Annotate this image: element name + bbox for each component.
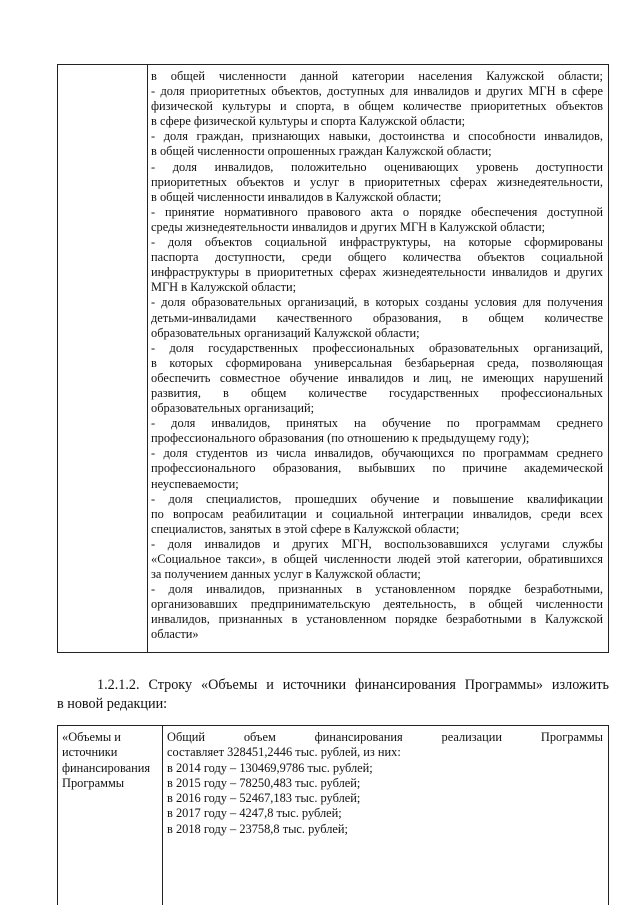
amendment-line-2: в новой редакции: (57, 696, 168, 712)
indicator-line: инфраструктуры в приоритетных сферах жизнедеятельности инвалидов и других (151, 265, 603, 280)
indicator-line: физической культуры и спорта, в общем количестве приоритетных объектов (151, 99, 603, 114)
indicator-line: «Социальное такси», в общей численности людей этой категории, обратившихся (151, 552, 603, 566)
indicator-line: по вопросам реабилитации и социальной интеграции инвалидов, среди всех (151, 506, 603, 521)
financing-total-line: Общий объем финансирования реализации Программы (167, 730, 603, 744)
indicator-line: - доля инвалидов, признанных в установленном порядке безработными, (151, 582, 603, 597)
indicators-table (57, 64, 609, 653)
indicator-line: - доля инвалидов, принятых на обучение по программам среднего (151, 416, 603, 431)
indicator-line: за получением данных услуг в Калужской области; (151, 567, 421, 582)
indicator-line: - доля приоритетных объектов, доступных для инвалидов и других МГН в сфере (151, 84, 603, 99)
indicator-line: среды жизнедеятельности инвалидов и других МГН в Калужской области; (151, 219, 546, 234)
indicator-line: - доля специалистов, прошедших обучение и повышение квалификации (151, 491, 603, 506)
indicator-line: специалистов, занятых в этой сфере в Калужской области; (151, 521, 460, 536)
indicator-line: - доля объектов социальной инфраструктуры, на которые сформированы (151, 235, 603, 250)
indicator-line: в которых сформирована универсальная безбарьерная среда, позволяющая (151, 355, 603, 370)
amendment-paragraph (57, 676, 609, 714)
indicator-line: МГН в Калужской области; (151, 280, 297, 295)
indicator-line: - доля студентов из числа инвалидов, обучающихся по программам среднего (151, 446, 603, 461)
indicator-line: обеспечить совместное обучение инвалидов и лиц, не имеющих нарушений (151, 370, 603, 385)
financing-label-line: финансирования (62, 760, 151, 775)
financing-label-line: источники (62, 745, 118, 760)
indicator-line: профессионального образования, выбывших по причине академической (151, 461, 603, 476)
indicator-line: неуспеваемости; (151, 476, 239, 491)
indicator-line: - доля инвалидов и других МГН, воспользовавшихся услугами службы (151, 536, 603, 551)
financing-year-line: в 2014 году – 130469,9786 тыс. рублей; (167, 760, 373, 775)
column-divider (147, 65, 148, 652)
financing-value-cell (167, 730, 603, 837)
indicator-line: в общей численности данной категории населения Калужской области; (151, 69, 603, 83)
indicator-line: профессионального образования (по отношению к предыдущему году); (151, 431, 530, 446)
financing-year-line: в 2018 году – 23758,8 тыс. рублей; (167, 821, 348, 836)
financing-year-line: в 2015 году – 78250,483 тыс. рублей; (167, 775, 361, 790)
indicator-line: инвалидов, признанных в установленном порядке безработными в Калужской (151, 612, 603, 627)
financing-total-value: составляет 328451,2446 тыс. рублей, из них: (167, 745, 401, 760)
indicator-line: приоритетных объектов и услуг в приоритетных сферах жизнедеятельности, (151, 174, 603, 189)
indicator-line: в сфере физической культуры и спорта Калужской области; (151, 114, 466, 129)
financing-year-line: в 2016 году – 52467,183 тыс. рублей; (167, 791, 361, 806)
indicator-line: образовательных организаций; (151, 401, 315, 416)
financing-label-line: «Объемы и (62, 730, 121, 744)
column-divider (162, 726, 163, 905)
indicator-line: развития, в общем количестве государственных профессиональных (151, 385, 603, 400)
indicator-line: паспорта доступности, среди общего количества объектов социальной (151, 250, 603, 265)
indicator-line: - доля образовательных организаций, в которых созданы условия для получения (151, 295, 603, 310)
indicator-line: - доля инвалидов, положительно оценивающих уровень доступности (151, 159, 603, 174)
indicators-cell (151, 69, 603, 643)
financing-table (57, 725, 609, 905)
financing-label-line: Программы (62, 775, 125, 790)
amendment-line-1: 1.2.1.2. Строку «Объемы и источники финансирования Программы» изложить (97, 677, 609, 693)
indicator-line: организовавших предпринимательскую деятельность, в общей численности (151, 597, 603, 612)
indicator-line: образовательных организаций Калужской области; (151, 325, 420, 340)
financing-year-line: в 2017 году – 4247,8 тыс. рублей; (167, 806, 342, 821)
financing-label-cell (62, 730, 158, 791)
indicator-line: - принятие нормативного правового акта о порядке обеспечения доступной (151, 204, 603, 219)
indicator-line: - доля государственных профессиональных образовательных организаций, (151, 340, 603, 355)
indicator-line: в общей численности инвалидов в Калужской области; (151, 189, 442, 204)
indicator-line: области» (151, 627, 199, 642)
indicator-line: в общей численности опрошенных граждан Калужской области; (151, 144, 492, 159)
indicator-line: детьми-инвалидами качественного образования, в общем количестве (151, 310, 603, 325)
indicator-line: - доля граждан, признающих навыки, достоинства и способности инвалидов, (151, 129, 603, 144)
